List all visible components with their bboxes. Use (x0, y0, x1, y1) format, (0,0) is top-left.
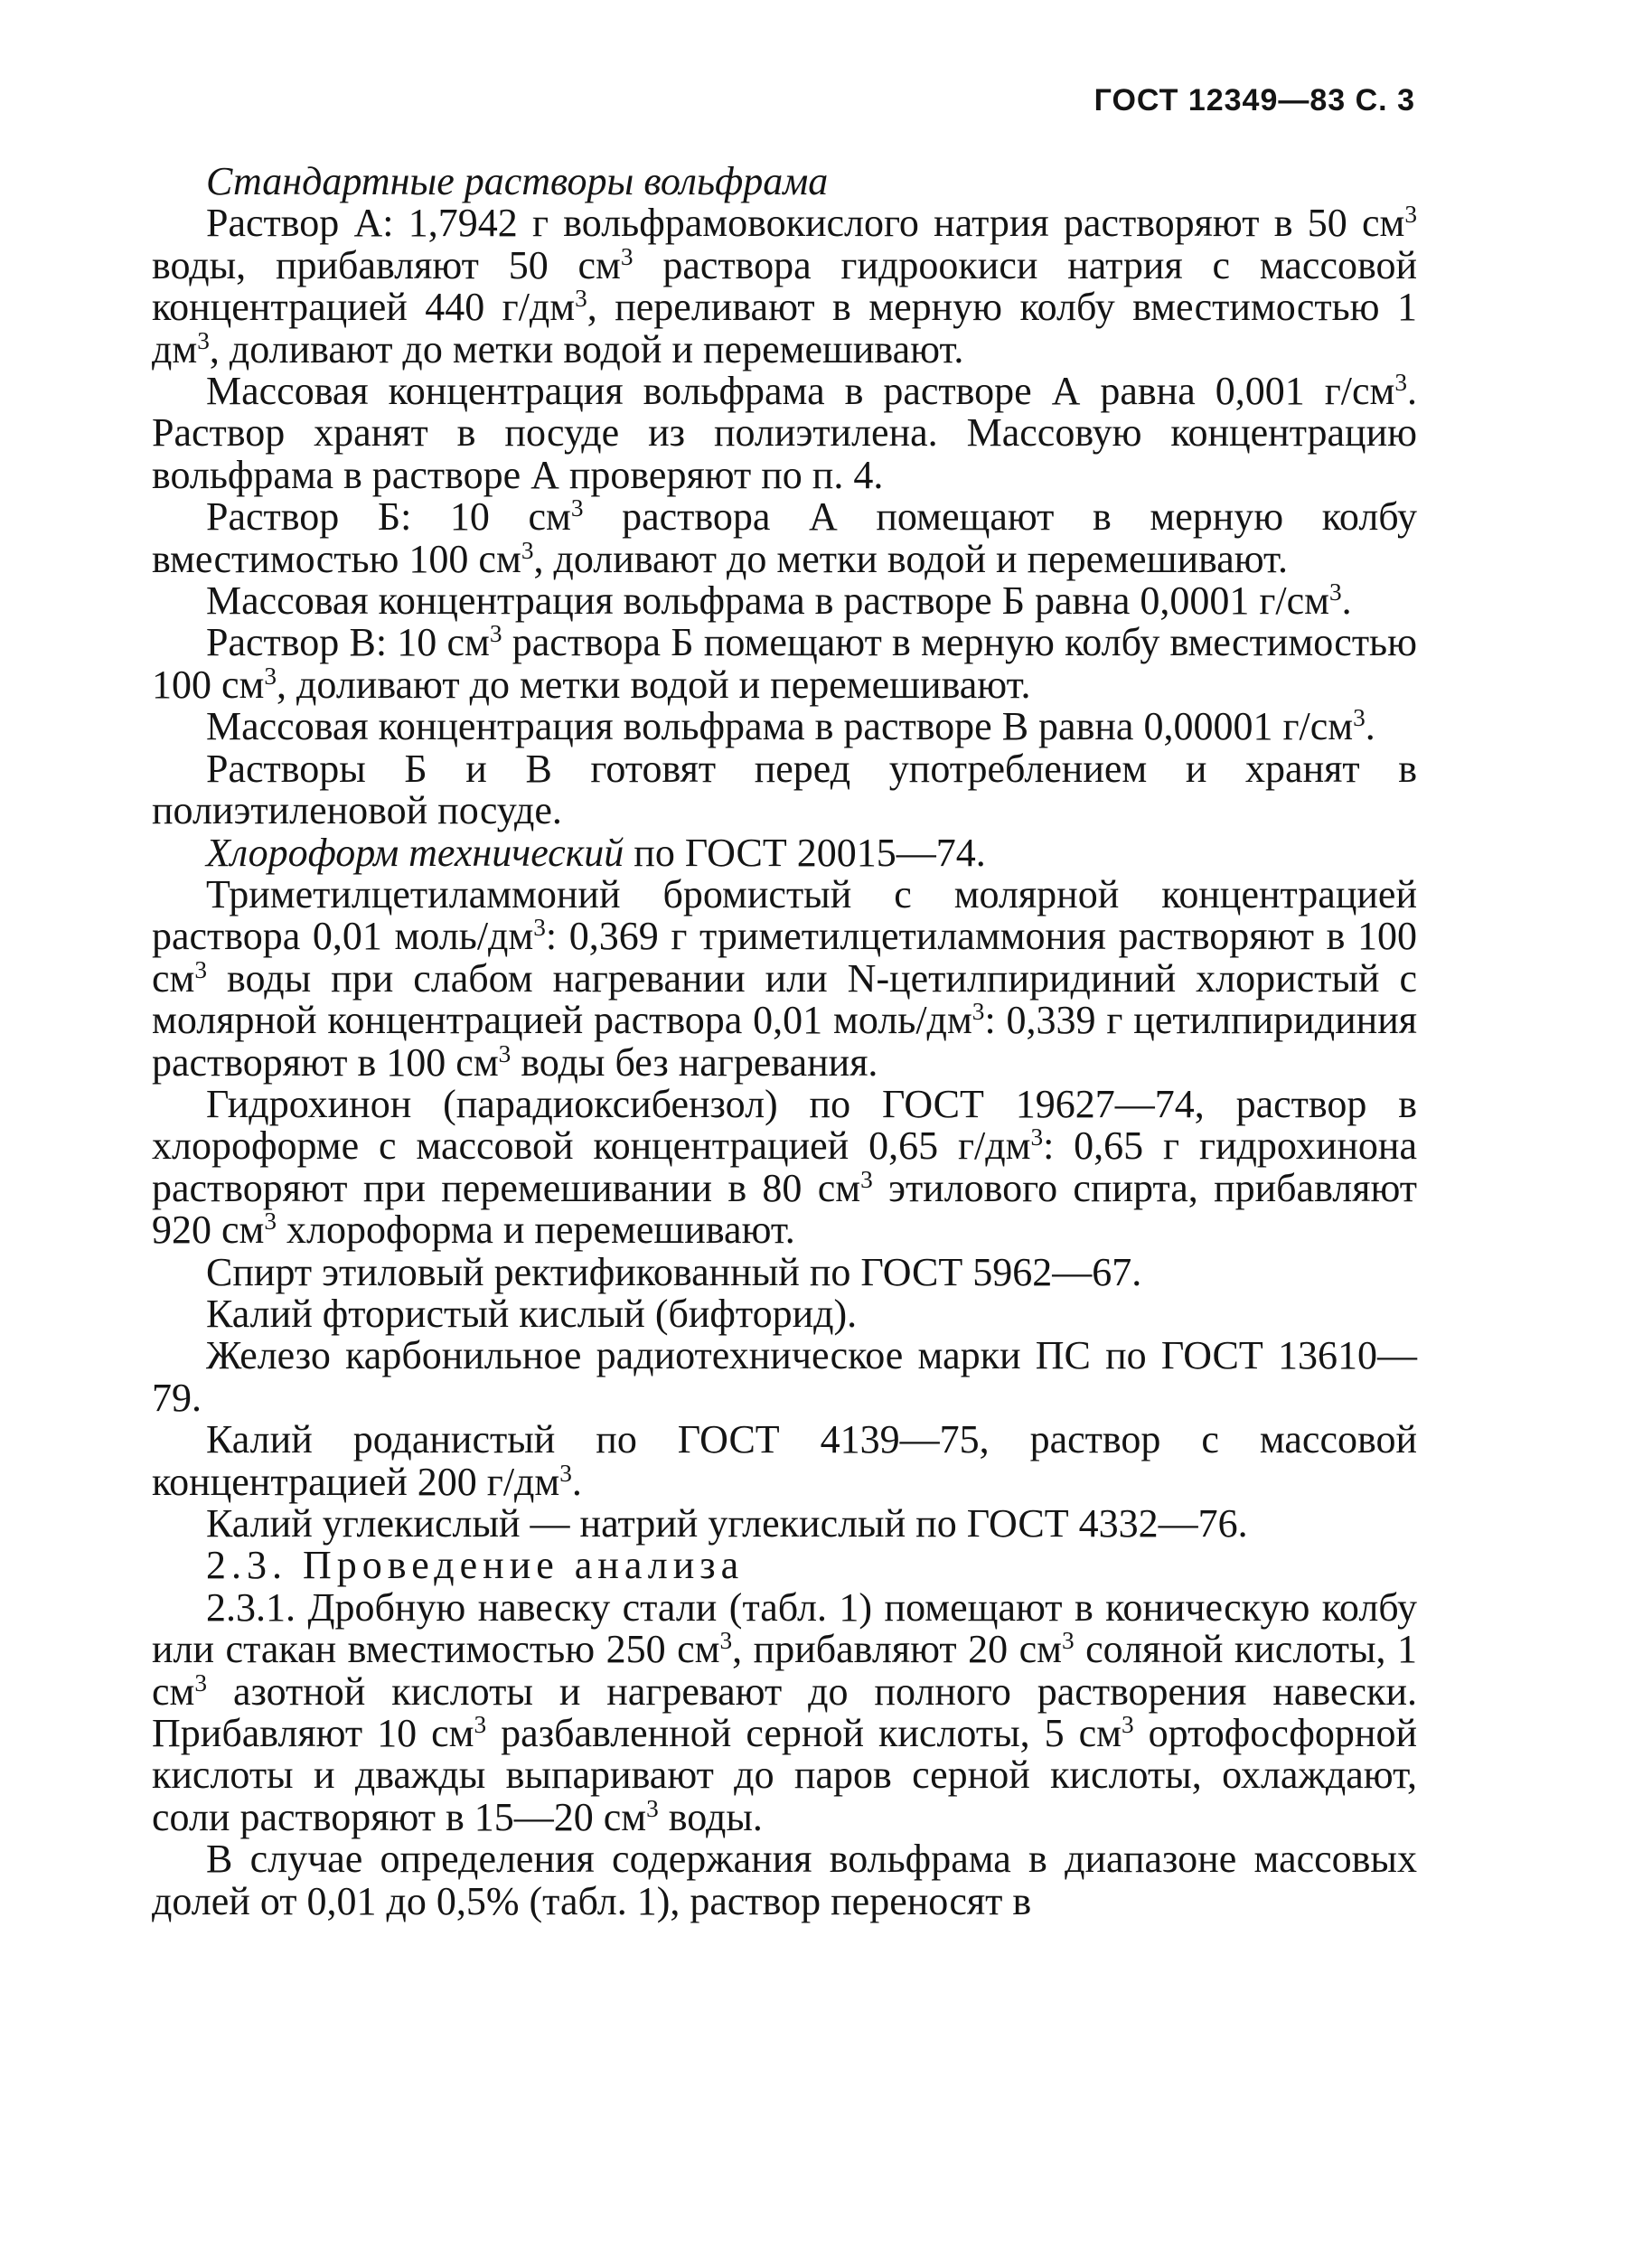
paragraph-solution-b: Раствор Б: 10 $см^3$ раствора А помещают в мерную колбу вместимостью 100 $см^3$, доливают до метки водой и перемешивают. (152, 494, 1417, 581)
paragraph-iron: Железо карбонильное радиотехническое марки ПС по ГОСТ 13610—79. (152, 1333, 1417, 1420)
paragraph-solution-a-concentration: Массовая концентрация вольфрама в растворе А равна 0,001 $г/см^3$. Раствор хранят в посуде из полиэтилена. Массовую концентрацию вольфрама в растворе А проверяют по п. 4. (152, 369, 1417, 497)
section-title: Стандартные растворы вольфрама (206, 159, 829, 203)
paragraph-solution-v-concentration: Массовая концентрация вольфрама в растворе В равна 0,00001 $г/см^3$. (206, 704, 1375, 749)
paragraph-bifluoride: Калий фтористый кислый (бифторид). (206, 1291, 858, 1336)
paragraph-ammonium: Триметилцетиламмоний бромистый с молярной концентрацией раствора 0,01 моль/$дм^3$: 0,369 г триметилцетиламмония растворяют в 100 $см^3$ воды при слабом нагревании или N-цетилпиридиний хлористый с молярной концентрацией раствора 0,01 моль/$дм^3$: 0,339 г цетилпиридиния растворяют в 100 $см^3$ воды без нагревания. (152, 871, 1417, 1085)
paragraph-chloroform: Хлороформ технический по ГОСТ 20015—74. (206, 830, 986, 875)
running-header: ГОСТ 12349—83 С. 3 (1094, 83, 1415, 117)
paragraph-step-2-3-1: 2.3.1. Дробную навеску стали (табл. 1) помещают в коническую колбу или стакан вместимостью 250 $см^3$, прибавляют 20 $см^3$ соляной кислоты, 1 $см^3$ азотной кислоты и нагревают до полного растворения навески. Прибавляют 10 $см^3$ разбавленной серной кислоты, 5 $см^3$ ортофосфорной кислоты и дважды выпаривают до паров серной кислоты, охлаждают, соли растворяют в 15—20 $см^3$ воды. (152, 1584, 1418, 1839)
paragraph-storage: Растворы Б и В готовят перед употреблением и хранят в полиэтиленовой посуде. (152, 746, 1417, 833)
analysis-heading: 2.3. Проведение анализа (206, 1543, 745, 1588)
paragraph-final: В случае определения содержания вольфрама в диапазоне массовых долей от 0,01 до 0,5% (табл. 1), раствор переносят в (152, 1837, 1417, 1923)
paragraph-solution-a: Раствор А: 1,7942 г вольфрамовокислого натрия растворяют в 50 $см^3$ воды, прибавляют 50 $см^3$ раствора гидроокиси натрия с массовой концентрацией 440 $г/дм^3$, переливают в мерную колбу вместимостью 1 $дм^3$, доливают до метки водой и перемешивают. (152, 201, 1417, 371)
paragraph-solution-b-concentration: Массовая концентрация вольфрама в растворе Б равна 0,0001 $г/см^3$. (206, 578, 1352, 624)
document-body (152, 161, 1417, 1922)
paragraph-hydroquinone: Гидрохинон (парадиоксибензол) по ГОСТ 19627—74, раствор в хлороформе с массовой концентрацией 0,65 $г/дм^3$: 0,65 г гидрохинона растворяют при перемешивании в 80 $см^3$ этилового спирта, прибавляют 920 $см^3$ хлороформа и перемешивают. (152, 1081, 1418, 1253)
paragraph-solution-v: Раствор В: 10 $см^3$ раствора Б помещают в мерную колбу вместимостью 100 $см^3$, доливают до метки водой и перемешивают. (152, 620, 1417, 707)
paragraph-alcohol: Спирт этиловый ректификованный по ГОСТ 5962—67. (206, 1249, 1142, 1294)
paragraph-thiocyanate: Калий роданистый по ГОСТ 4139—75, раствор с массовой концентрацией 200 $г/дм^3$. (152, 1417, 1417, 1504)
paragraph-carbonate: Калий углекислый — натрий углекислый по ГОСТ 4332—76. (206, 1501, 1248, 1546)
